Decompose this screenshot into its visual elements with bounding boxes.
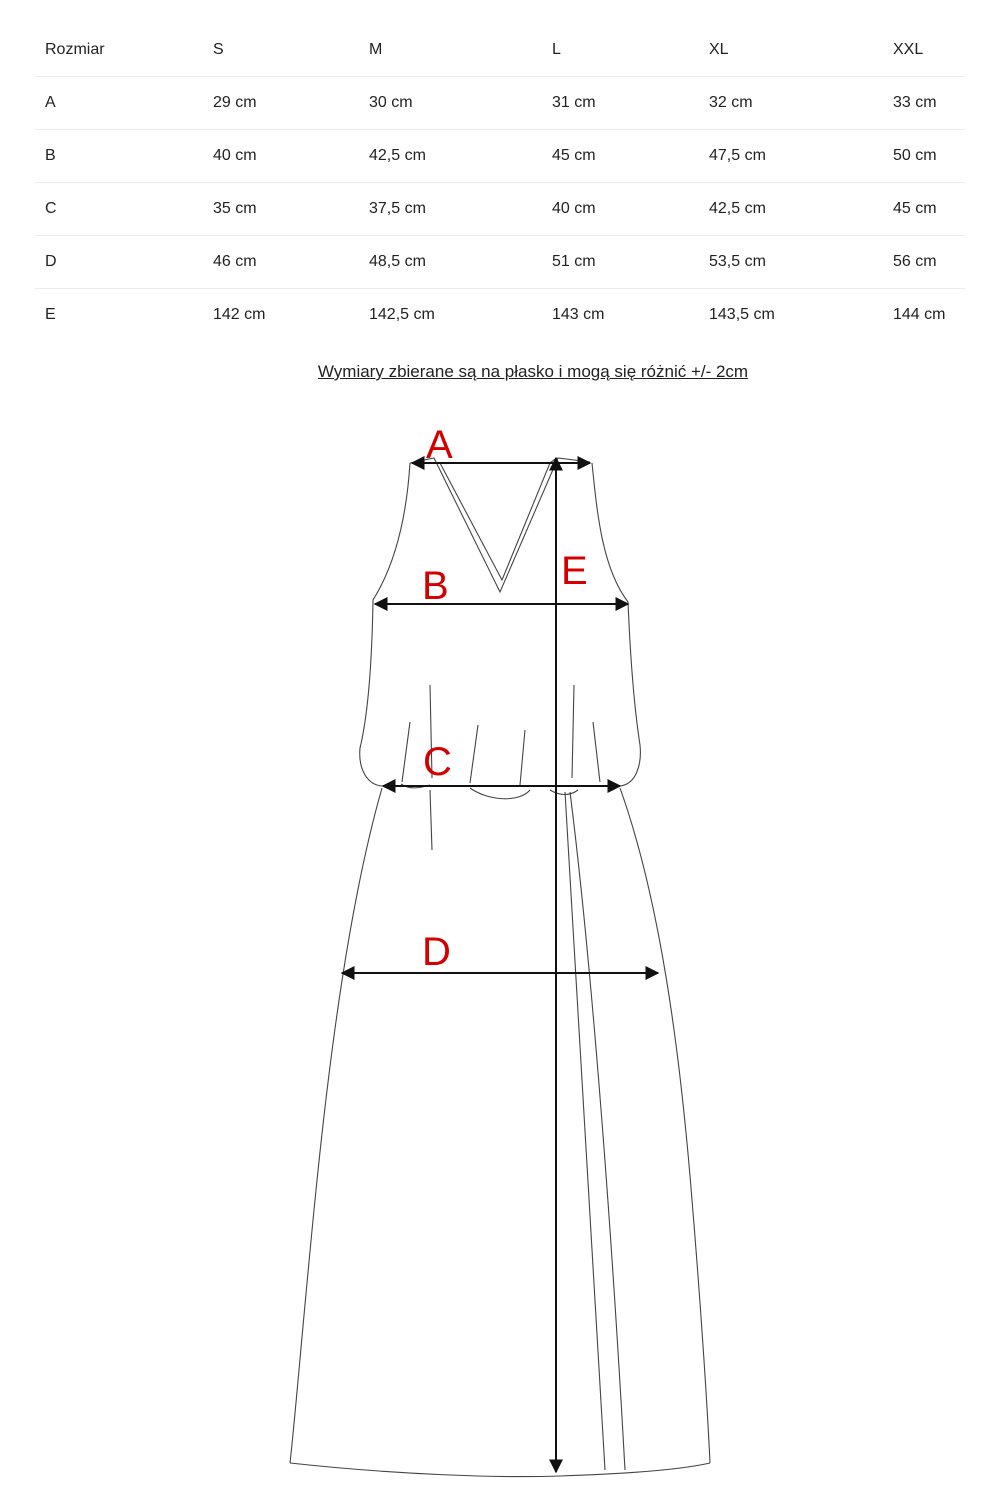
table-row <box>35 236 965 289</box>
table-row <box>35 130 965 183</box>
table-cell: 47,5 cm <box>699 130 883 183</box>
table-cell: A <box>35 77 203 130</box>
dress-outline <box>290 458 710 1477</box>
table-cell: 40 cm <box>203 130 359 183</box>
measure-lines <box>342 458 658 1472</box>
table-cell: 56 cm <box>883 236 965 289</box>
table-cell: 46 cm <box>203 236 359 289</box>
table-cell: 42,5 cm <box>699 183 883 236</box>
header-cell: L <box>542 24 699 77</box>
header-cell: M <box>359 24 542 77</box>
table-cell: 48,5 cm <box>359 236 542 289</box>
table-cell: B <box>35 130 203 183</box>
measurement-note: Wymiary zbierane są na płasko i mogą się różnić +/- 2cm <box>317 362 749 381</box>
table-cell: C <box>35 183 203 236</box>
table-row <box>35 289 965 342</box>
label-e: E <box>561 549 588 593</box>
header-cell: Rozmiar <box>35 24 203 77</box>
table-row <box>35 77 965 130</box>
table-cell: 50 cm <box>883 130 965 183</box>
table-cell: 40 cm <box>542 183 699 236</box>
table-cell: 142,5 cm <box>369 306 435 323</box>
table-row <box>35 183 965 236</box>
table-cell: 45 cm <box>883 183 965 236</box>
dress-diagram <box>0 400 1000 1500</box>
table-header-row <box>35 24 965 77</box>
label-b: B <box>422 564 449 608</box>
table-cell: 51 cm <box>542 236 699 289</box>
table-cell: 37,5 cm <box>359 183 542 236</box>
table-cell: 31 cm <box>542 77 699 130</box>
table-cell: 45 cm <box>542 130 699 183</box>
table-cell: 143,5 cm <box>709 306 775 323</box>
table-cell: 29 cm <box>203 77 359 130</box>
table-cell: 30 cm <box>359 77 542 130</box>
table-cell: D <box>35 236 203 289</box>
table-cell: 33 cm <box>883 77 965 130</box>
header-cell: XXL <box>883 24 965 77</box>
label-a: A <box>426 423 453 467</box>
table-cell: E <box>45 306 56 323</box>
table-cell: 143 cm <box>552 306 605 323</box>
table-cell: 144 cm <box>893 306 946 323</box>
table-cell: 35 cm <box>203 183 359 236</box>
table-cell: 42,5 cm <box>359 130 542 183</box>
label-d: D <box>422 930 451 974</box>
label-c: C <box>423 740 452 784</box>
table-cell: 53,5 cm <box>699 236 883 289</box>
table-cell: 32 cm <box>699 77 883 130</box>
header-cell: XL <box>699 24 883 77</box>
measure-labels <box>422 423 588 974</box>
header-cell: S <box>203 24 359 77</box>
size-table <box>35 24 965 341</box>
table-cell: 142 cm <box>213 306 266 323</box>
